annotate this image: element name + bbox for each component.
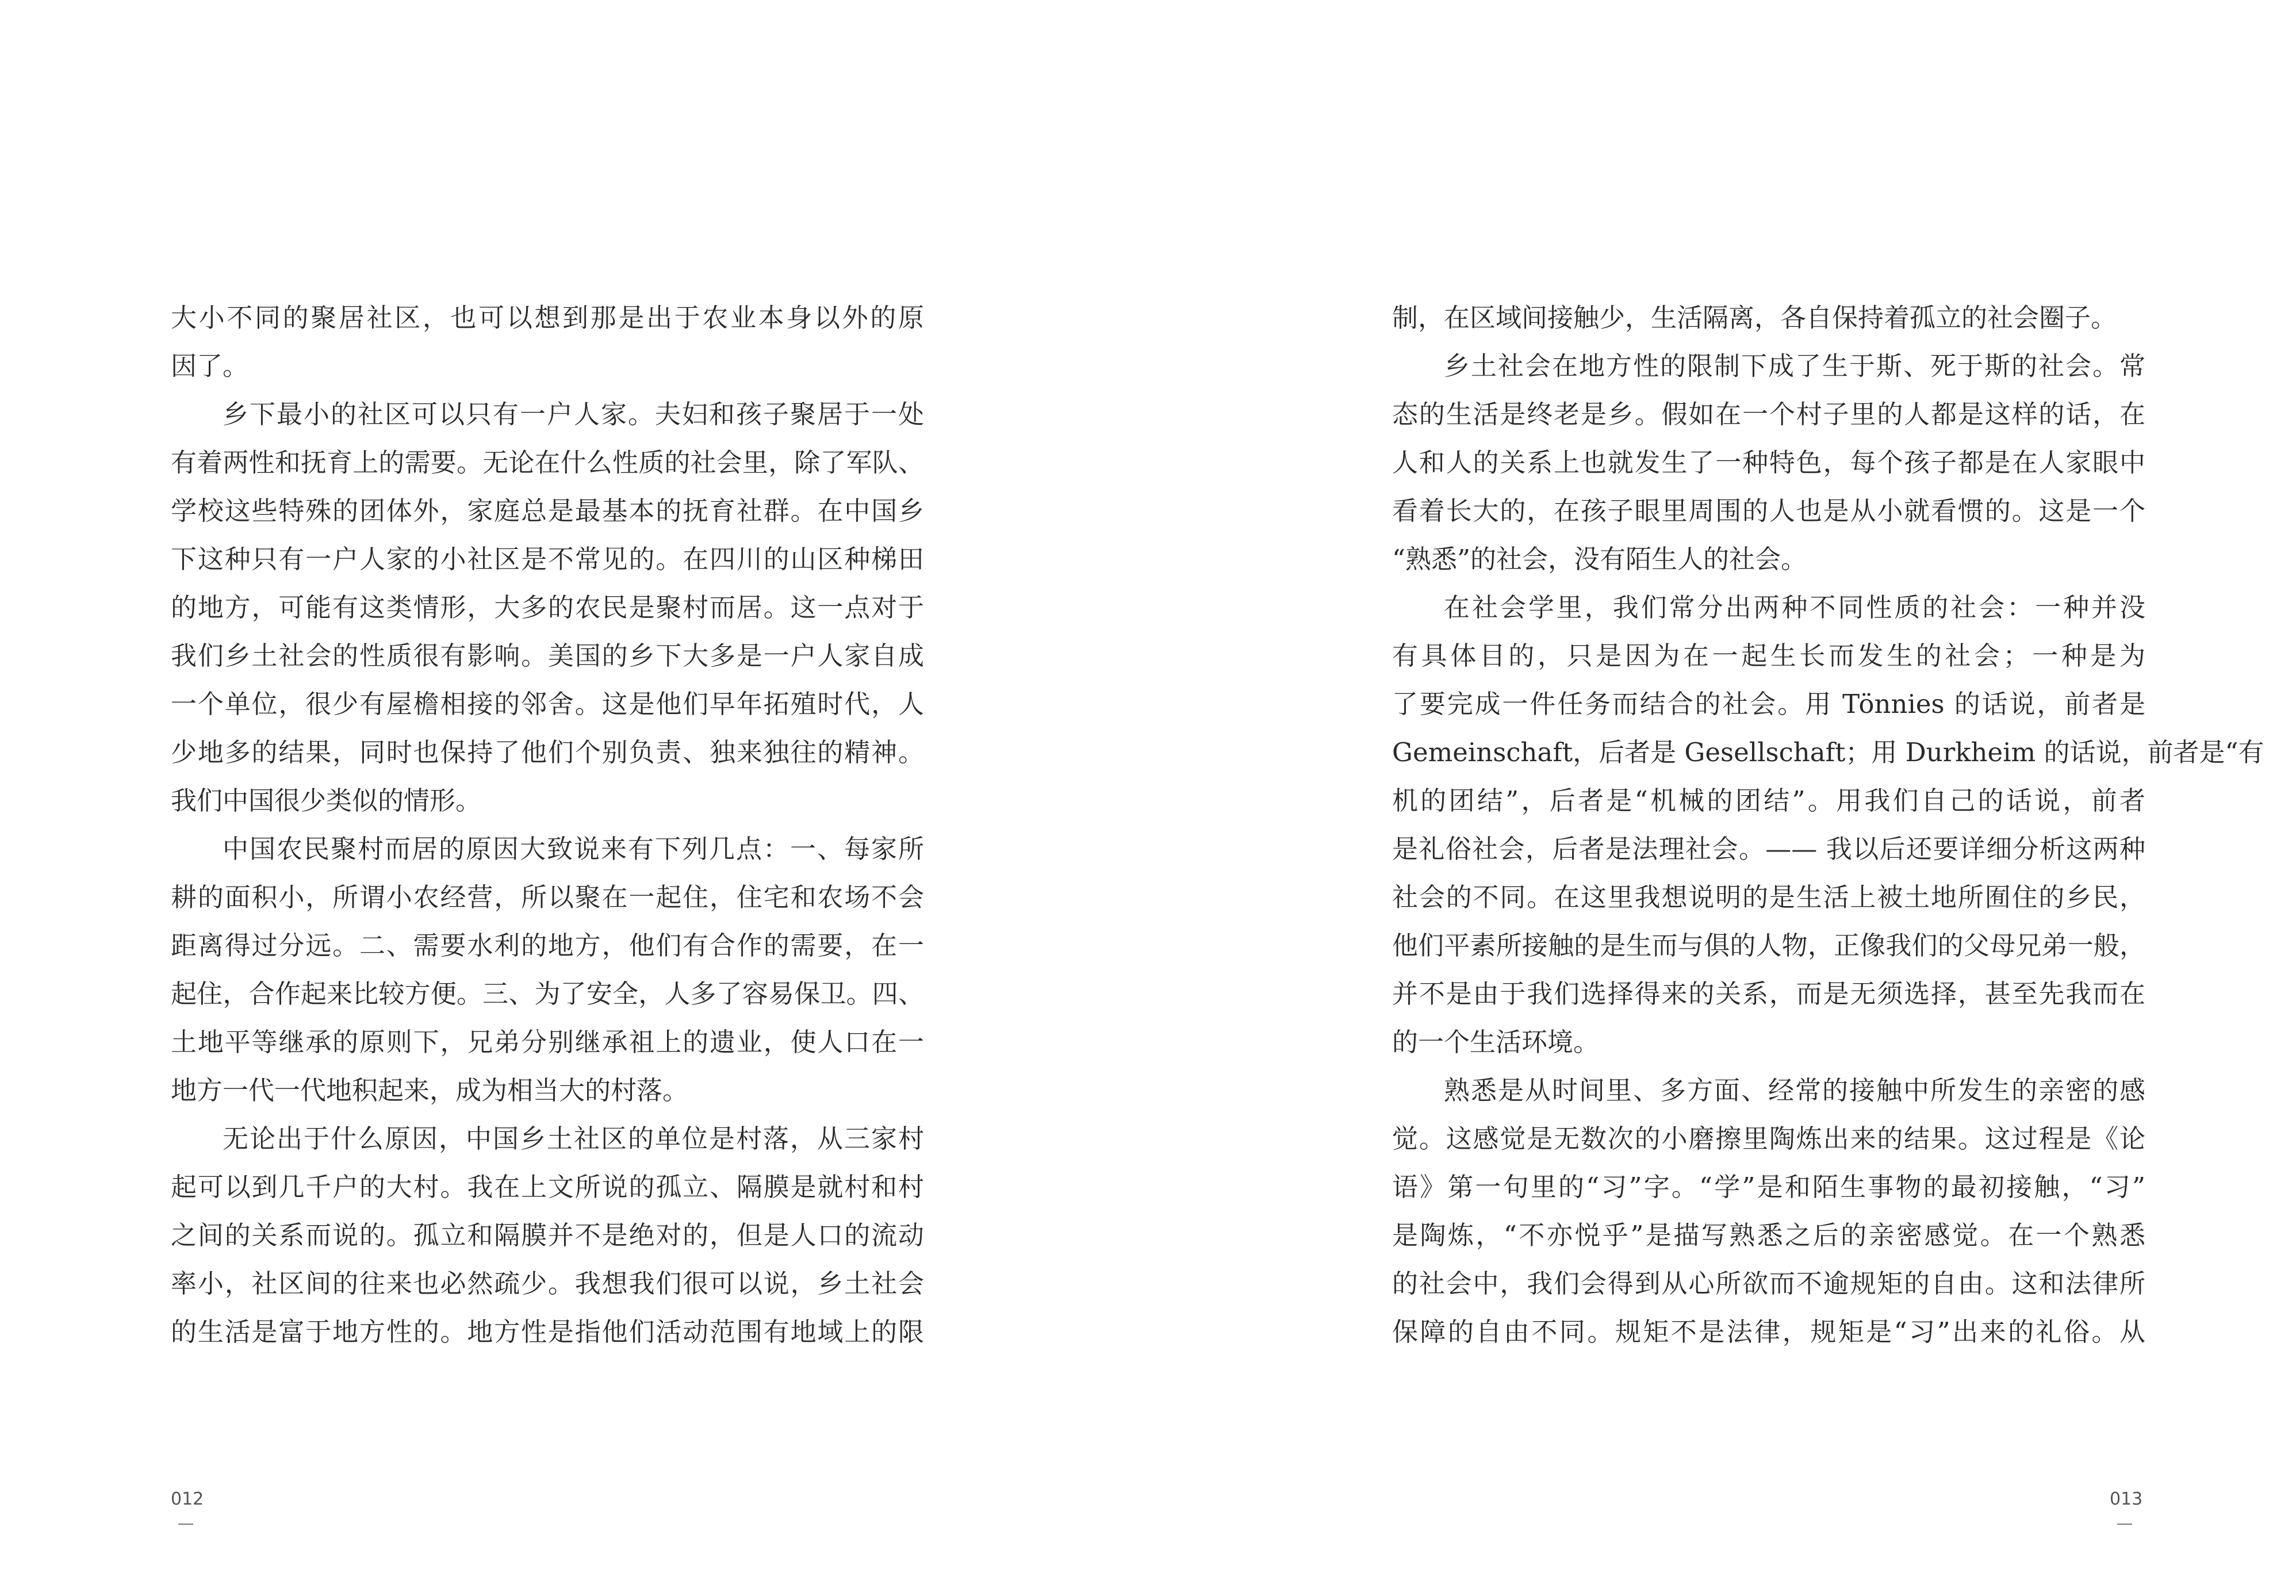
- text-line: 的社会中，我们会得到从心所欲而不逾规矩的自由。这和法律所: [1392, 1268, 2145, 1299]
- text-line: 态的生活是终老是乡。假如在一个村子里的人都是这样的话，在: [1392, 399, 2145, 429]
- text-line: 中国农民聚村而居的原因大致说来有下列几点：一、每家所: [223, 834, 924, 864]
- text-line: 人和人的关系上也就发生了一种特色，每个孩子都是在人家眼中: [1392, 447, 2145, 478]
- text-line: “熟悉”的社会，没有陌生人的社会。: [1392, 544, 1807, 574]
- text-line: 率小，社区间的往来也必然疏少。我想我们很可以说，乡土社会: [171, 1268, 924, 1299]
- text-line: 乡土社会在地方性的限制下成了生于斯、死于斯的社会。常: [1444, 351, 2145, 381]
- page-number: 012: [171, 1489, 204, 1509]
- text-line: 看着长大的，在孩子眼里周围的人也是从小就看惯的。这是一个: [1392, 496, 2145, 526]
- text-line: 有具体目的，只是因为在一起生长而发生的社会；一种是为: [1392, 640, 2145, 671]
- right-page: [1148, 0, 2296, 1596]
- text-line: 少地多的结果，同时也保持了他们个别负责、独来独往的精神。: [171, 737, 924, 768]
- text-line: 是陶炼，“不亦悦乎”是描写熟悉之后的亲密感觉。在一个熟悉: [1392, 1220, 2145, 1250]
- text-line: 了要完成一件任务而结合的社会。用 Tönnies 的话说，前者是: [1392, 689, 2145, 719]
- text-line: 起住，合作起来比较方便。三、为了安全，人多了容易保卫。四、: [171, 979, 924, 1009]
- text-line: 并不是由于我们选择得来的关系，而是无须选择，甚至先我而在: [1392, 979, 2145, 1009]
- text-line: 之间的关系而说的。孤立和隔膜并不是绝对的，但是人口的流动: [171, 1220, 924, 1250]
- text-line: 我们乡土社会的性质很有影响。美国的乡下大多是一户人家自成: [171, 640, 924, 671]
- text-line: 大小不同的聚居社区，也可以想到那是出于农业本身以外的原: [171, 302, 924, 333]
- text-line: 的一个生活环境。: [1392, 1027, 1600, 1057]
- text-line: 社会的不同。在这里我想说明的是生活上被土地所囿住的乡民，: [1392, 882, 2145, 912]
- text-line: Gemeinschaft，后者是 Gesellschaft；用 Durkheim 的话说，前者是“有: [1392, 737, 2264, 768]
- text-line: 机的团结”，后者是“机械的团结”。用我们自己的话说，前者: [1392, 785, 2145, 816]
- text-line: 语》第一句里的“习”字。“学”是和陌生事物的最初接触，“习”: [1392, 1172, 2145, 1202]
- text-line: 保障的自由不同。规矩不是法律，规矩是“习”出来的礼俗。从: [1392, 1317, 2145, 1347]
- text-line: 距离得过分远。二、需要水利的地方，他们有合作的需要，在一: [171, 930, 924, 961]
- text-line: 制，在区域间接触少，生活隔离，各自保持着孤立的社会圈子。: [1392, 302, 2117, 333]
- text-line: 起可以到几千户的大村。我在上文所说的孤立、隔膜是就村和村: [171, 1172, 924, 1202]
- text-line: 因了。: [171, 351, 249, 381]
- text-line: 一个单位，很少有屋檐相接的邻舍。这是他们早年拓殖时代，人: [171, 689, 924, 719]
- text-line: 有着两性和抚育上的需要。无论在什么性质的社会里，除了军队、: [171, 447, 924, 478]
- text-line: 乡下最小的社区可以只有一户人家。夫妇和孩子聚居于一处: [223, 399, 924, 429]
- text-line: 熟悉是从时间里、多方面、经常的接触中所发生的亲密的感: [1444, 1075, 2145, 1106]
- page-number-rule: [2117, 1524, 2132, 1525]
- text-line: 学校这些特殊的团体外，家庭总是最基本的抚育社群。在中国乡: [171, 496, 924, 526]
- text-line: 无论出于什么原因，中国乡土社区的单位是村落，从三家村: [223, 1123, 924, 1154]
- text-line: 土地平等继承的原则下，兄弟分别继承祖上的遗业，使人口在一: [171, 1027, 924, 1057]
- text-line: 觉。这感觉是无数次的小磨擦里陶炼出来的结果。这过程是《论: [1392, 1123, 2145, 1154]
- text-line: 在社会学里，我们常分出两种不同性质的社会：一种并没: [1444, 592, 2145, 623]
- page-number: 013: [2110, 1489, 2143, 1509]
- text-line: 的地方，可能有这类情形，大多的农民是聚村而居。这一点对于: [171, 592, 924, 623]
- text-line: 地方一代一代地积起来，成为相当大的村落。: [171, 1075, 689, 1106]
- text-line: 我们中国很少类似的情形。: [171, 785, 482, 816]
- text-line: 他们平素所接触的是生而与俱的人物，正像我们的父母兄弟一般，: [1392, 930, 2145, 961]
- text-line: 耕的面积小，所谓小农经营，所以聚在一起住，住宅和农场不会: [171, 882, 924, 912]
- text-line: 下这种只有一户人家的小社区是不常见的。在四川的山区种梯田: [171, 544, 924, 574]
- text-line: 是礼俗社会，后者是法理社会。—— 我以后还要详细分析这两种: [1392, 834, 2145, 864]
- page-number-rule: [178, 1524, 193, 1525]
- text-line: 的生活是富于地方性的。地方性是指他们活动范围有地域上的限: [171, 1317, 924, 1347]
